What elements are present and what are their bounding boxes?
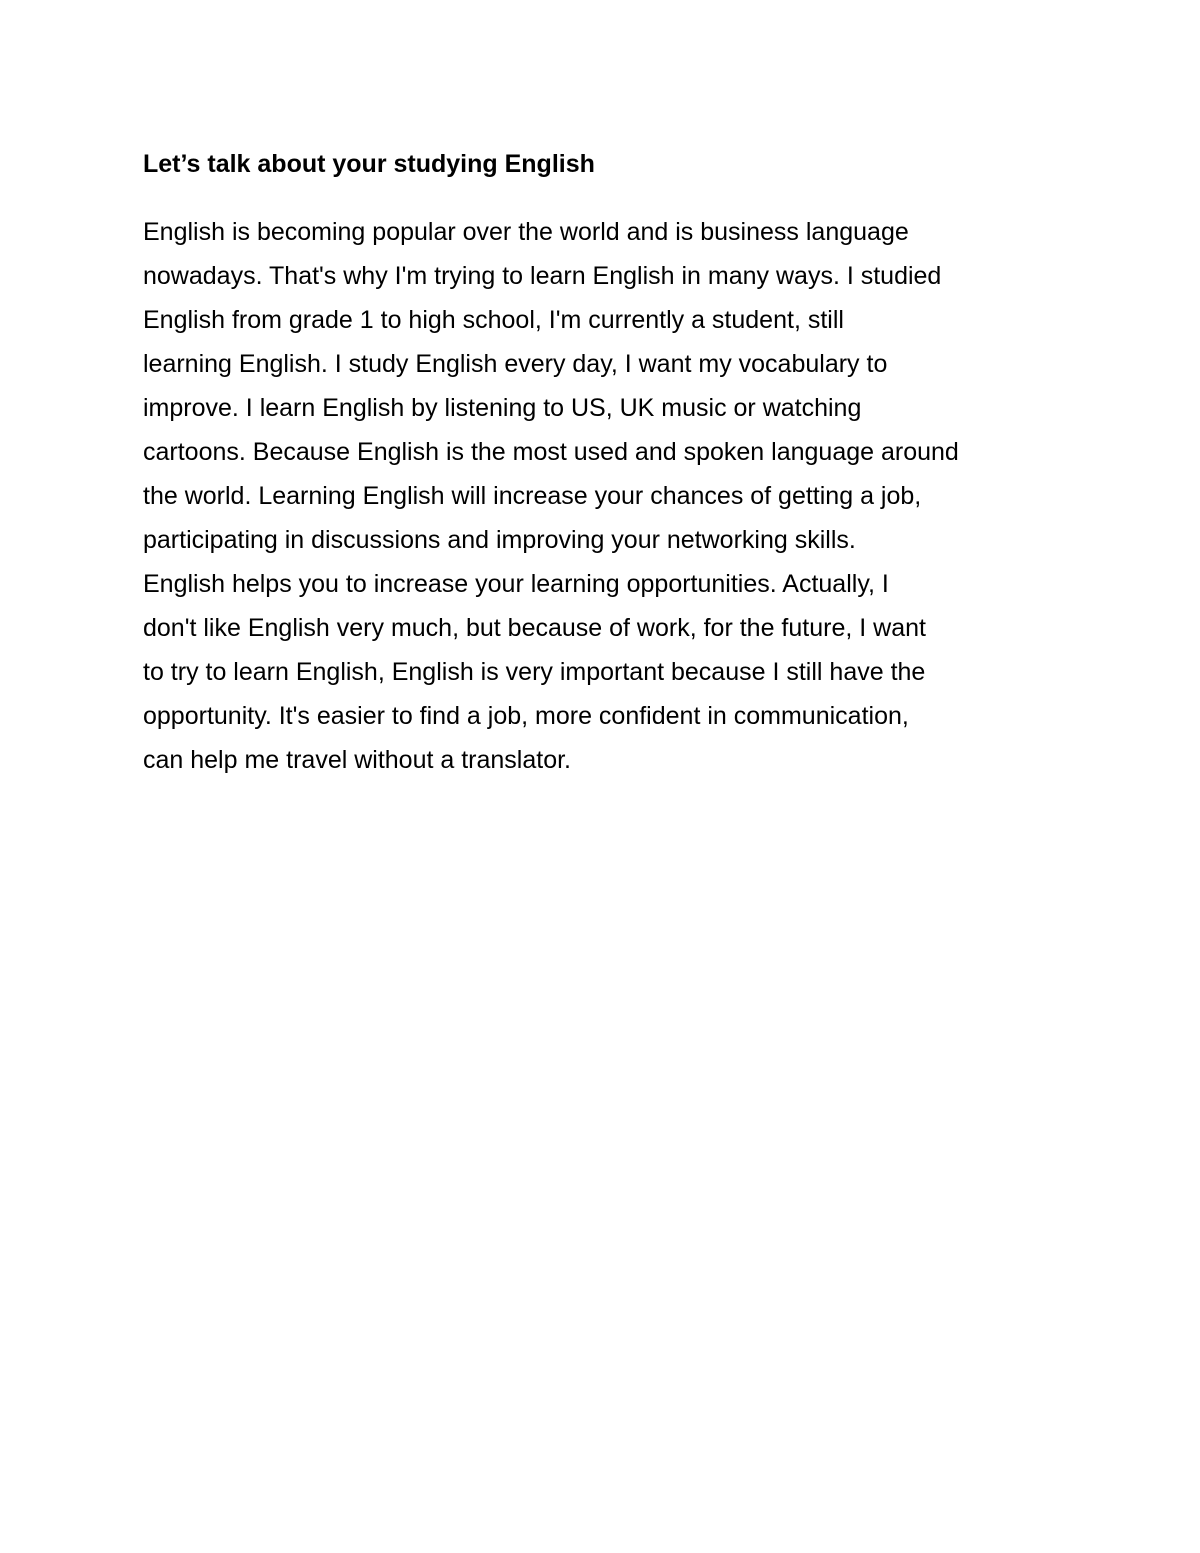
body-line: opportunity. It's easier to find a job, more confident in communication, bbox=[143, 702, 909, 730]
body-line: don't like English very much, but because of work, for the future, I want bbox=[143, 614, 926, 642]
document-content bbox=[143, 146, 1073, 782]
body-line: participating in discussions and improving your networking skills. bbox=[143, 526, 856, 554]
body-line: nowadays. That's why I'm trying to learn English in many ways. I studied bbox=[143, 262, 942, 290]
body-line: English from grade 1 to high school, I'm currently a student, still bbox=[143, 306, 844, 334]
body-line: improve. I learn English by listening to US, UK music or watching bbox=[143, 394, 862, 422]
document-body bbox=[143, 210, 1073, 782]
document-title: Let’s talk about your studying English bbox=[143, 150, 595, 178]
body-line: to try to learn English, English is very important because I still have the bbox=[143, 658, 926, 686]
body-line: learning English. I study English every day, I want my vocabulary to bbox=[143, 350, 888, 378]
body-line: English helps you to increase your learning opportunities. Actually, I bbox=[143, 570, 889, 598]
body-line: can help me travel without a translator. bbox=[143, 746, 572, 774]
body-line: English is becoming popular over the world and is business language bbox=[143, 218, 909, 246]
body-line: the world. Learning English will increase your chances of getting a job, bbox=[143, 482, 922, 510]
body-line: cartoons. Because English is the most used and spoken language around bbox=[143, 438, 959, 466]
